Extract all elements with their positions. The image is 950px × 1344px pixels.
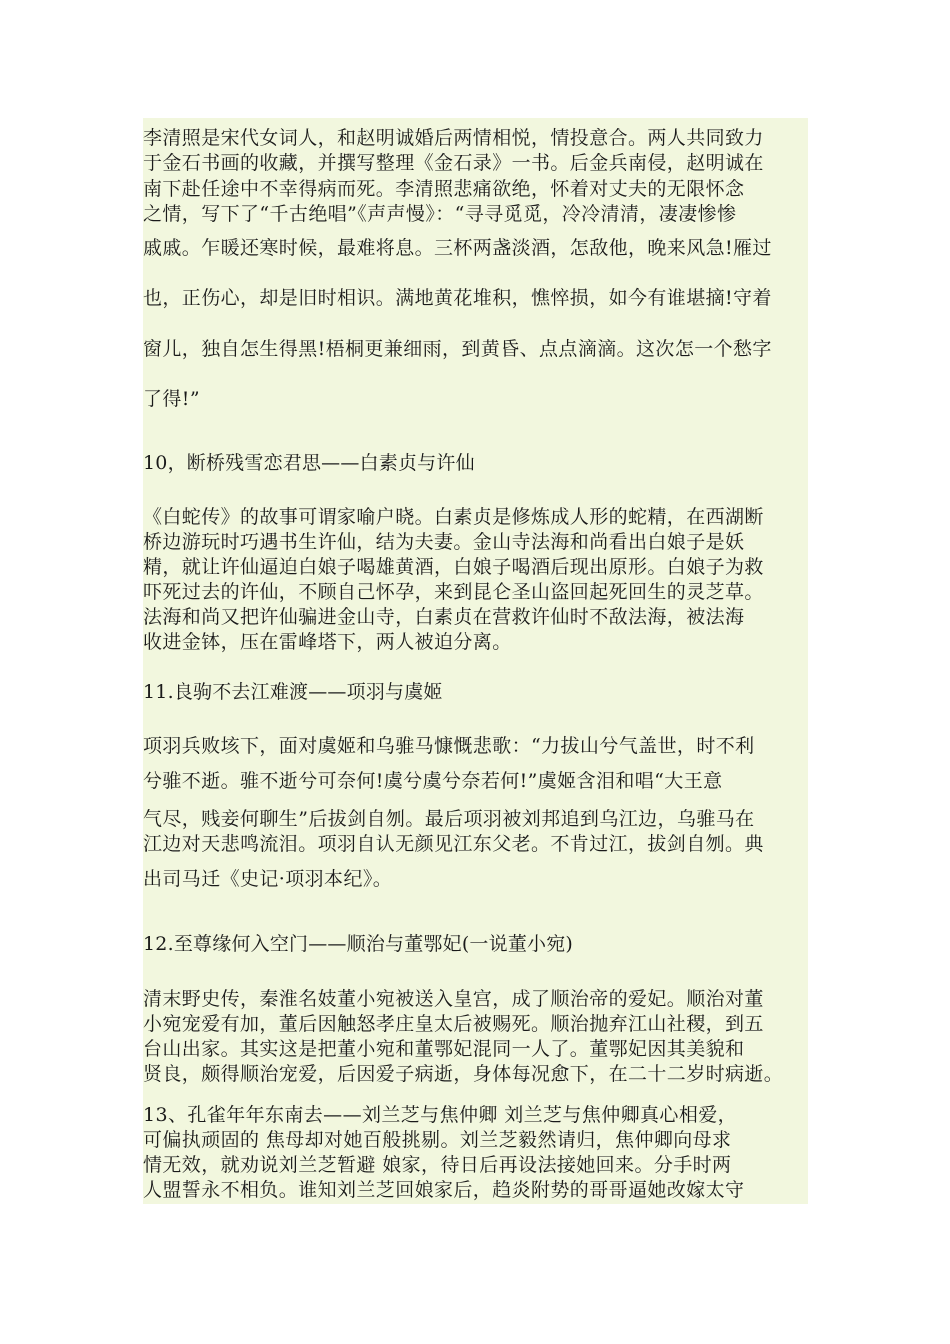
text-column	[143, 118, 808, 1204]
text-line: 13、孔雀年年东南去——刘兰芝与焦仲卿 刘兰芝与焦仲卿真心相爱，	[143, 1104, 738, 1126]
text-line: 李清照是宋代女词人，和赵明诚婚后两情相悦，情投意合。两人共同致力	[143, 127, 764, 149]
text-line: 精，就让许仙逼迫白娘子喝雄黄酒，白娘子喝酒后现出原形。白娘子为救	[143, 556, 764, 578]
text-line: 窗儿，独自怎生得黑!梧桐更兼细雨，到黄昏、点点滴滴。这次怎一个愁字	[143, 338, 772, 360]
text-line: 气尽，贱妾何聊生”后拔剑自刎。最后项羽被刘邦追到乌江边，乌骓马在	[143, 808, 755, 830]
text-line: 江边对天悲鸣流泪。项羽自认无颜见江东父老。不肯过江，拔剑自刎。典	[143, 833, 764, 855]
text-line: 桥边游玩时巧遇书生许仙，结为夫妻。金山寺法海和尚看出白娘子是妖	[143, 531, 745, 553]
text-line: 清末野史传，秦淮名妓董小宛被送入皇宫，成了顺治帝的爱妃。顺治对董	[143, 988, 764, 1010]
text-line: 吓死过去的许仙，不顾自己怀孕，来到昆仑圣山盗回起死回生的灵芝草。	[143, 581, 764, 603]
text-line: 收进金钵，压在雷峰塔下，两人被迫分离。	[143, 631, 512, 653]
section-heading: 11.良驹不去江难渡——项羽与虞姬	[143, 681, 443, 703]
text-line: 台山出家。其实这是把董小宛和董鄂妃混同一人了。董鄂妃因其美貌和	[143, 1038, 745, 1060]
text-line: 于金石书画的收藏，并撰写整理《金石录》一书。后金兵南侵，赵明诚在	[143, 152, 764, 174]
text-line: 戚戚。乍暖还寒时候，最难将息。三杯两盏淡酒，怎敌他，晚来风急!雁过	[143, 237, 772, 259]
text-line: 也，正伤心，却是旧时相识。满地黄花堆积，憔悴损，如今有谁堪摘!守着	[143, 287, 772, 309]
text-line: 可偏执顽固的 焦母却对她百般挑剔。刘兰芝毅然请归，焦仲卿向母求	[143, 1129, 732, 1151]
text-line: 贤良，颇得顺治宠爱，后因爱子病逝，身体每况愈下，在二十二岁时病逝。	[143, 1063, 784, 1085]
text-line: 《白蛇传》的故事可谓家喻户晓。白素贞是修炼成人形的蛇精，在西湖断	[143, 506, 764, 528]
section-heading: 10，断桥残雪恋君思——白素贞与许仙	[143, 452, 475, 474]
text-line: 人盟誓永不相负。谁知刘兰芝回娘家后，趋炎附势的哥哥逼她改嫁太守	[143, 1179, 745, 1201]
text-line: 项羽兵败垓下，面对虞姬和乌骓马慷慨悲歌：“力拔山兮气盖世，时不利	[143, 735, 755, 757]
text-line: 出司马迁《史记·项羽本纪》。	[143, 868, 393, 890]
text-line: 了得!”	[143, 388, 200, 410]
text-line: 兮骓不逝。骓不逝兮可奈何!虞兮虞兮奈若何!”虞姬含泪和唱“大王意	[143, 770, 723, 792]
text-line: 法海和尚又把许仙骗进金山寺，白素贞在营救许仙时不敌法海，被法海	[143, 606, 745, 628]
section-heading: 12.至尊缘何入空门——顺治与董鄂妃(一说董小宛)	[143, 933, 574, 955]
text-line: 情无效，就劝说刘兰芝暂避 娘家，待日后再设法接她回来。分手时两	[143, 1154, 732, 1176]
text-line: 之情，写下了“千古绝唱”《声声慢》：“寻寻觅觅，冷冷清清，凄凄惨惨	[143, 203, 737, 225]
text-line: 小宛宠爱有加，董后因触怒孝庄皇太后被赐死。顺治抛弃江山社稷，到五	[143, 1013, 764, 1035]
text-line: 南下赴任途中不幸得病而死。李清照悲痛欲绝，怀着对丈夫的无限怀念	[143, 178, 745, 200]
